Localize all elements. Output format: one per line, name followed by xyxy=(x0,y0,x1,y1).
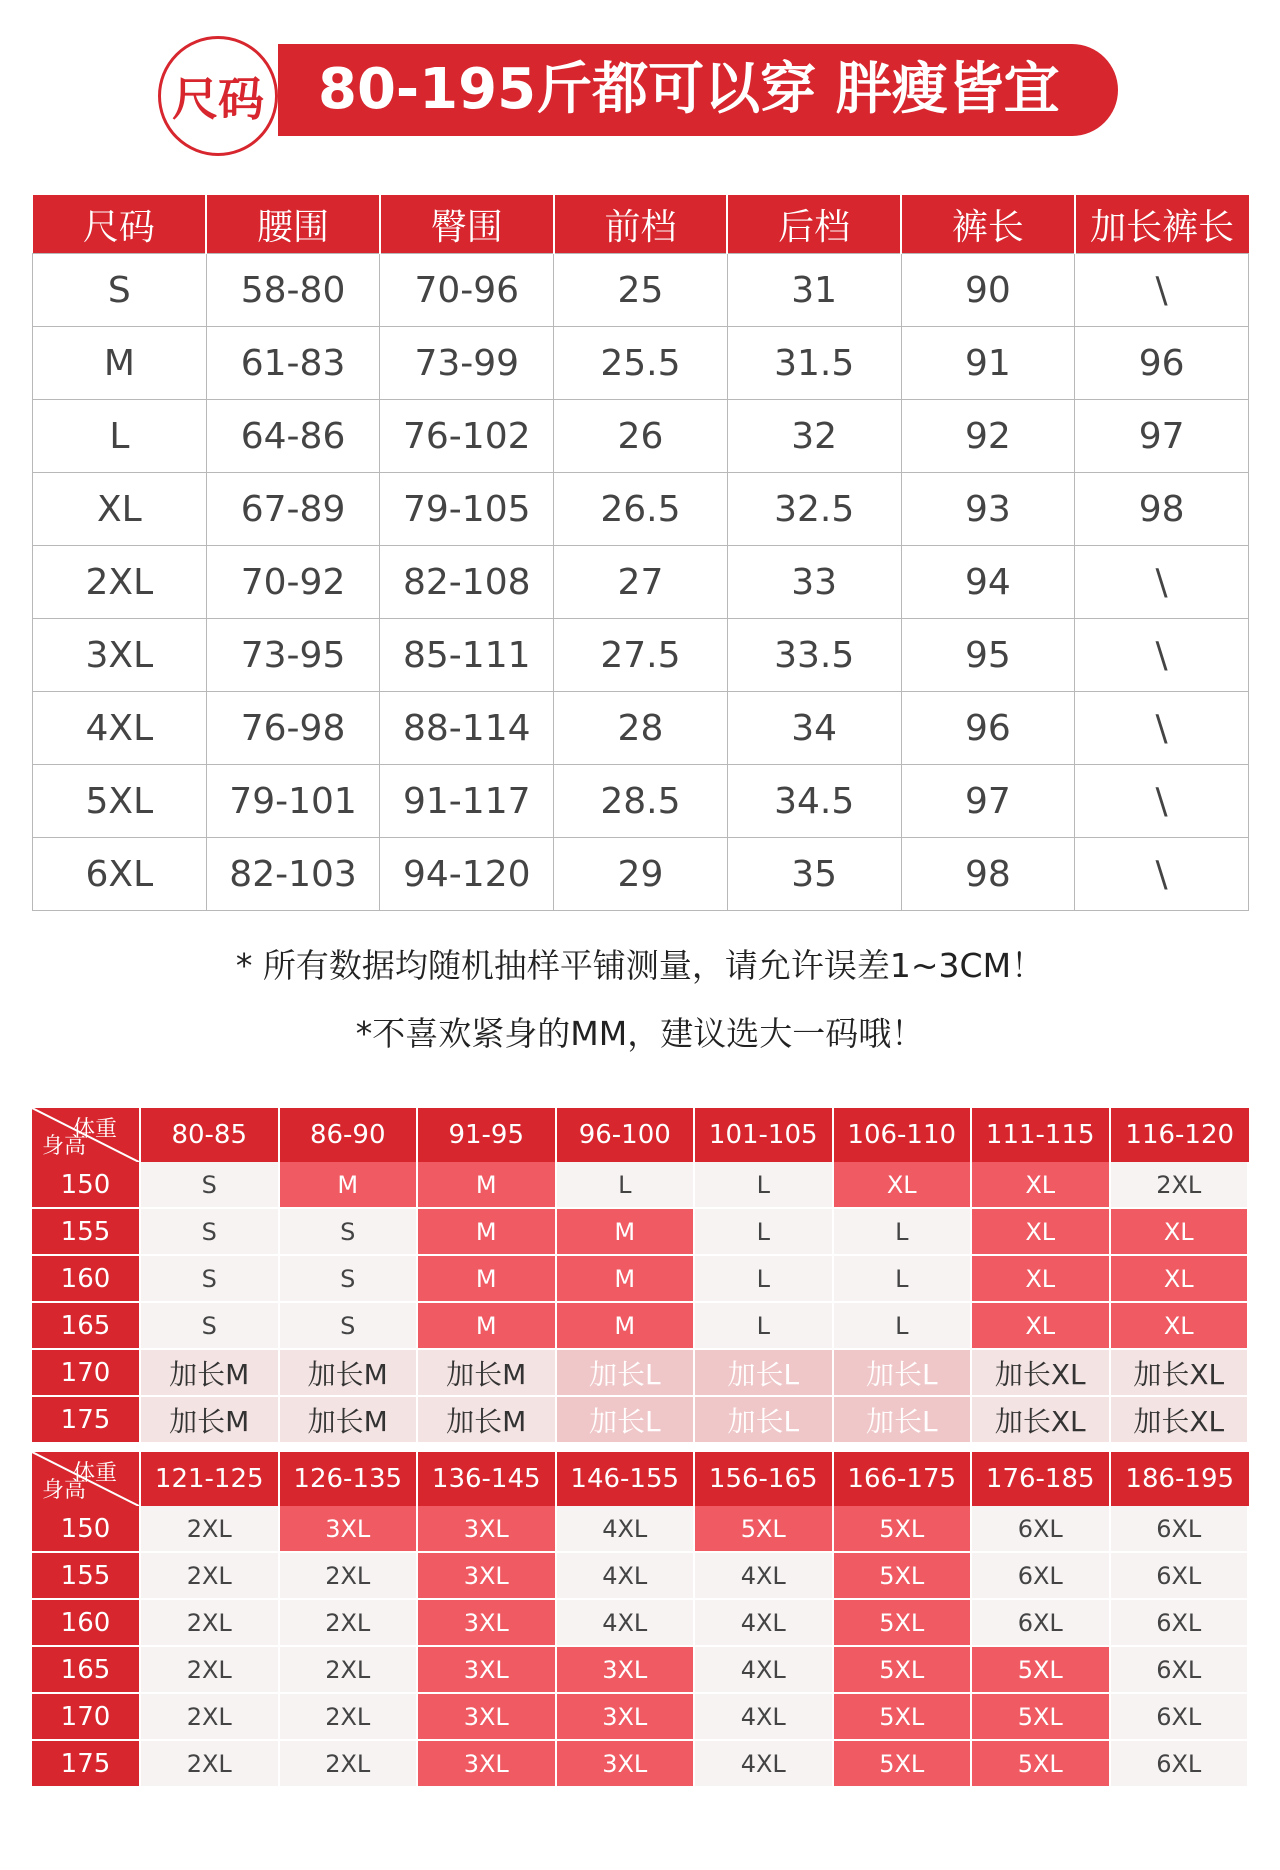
recommended-size-cell: 4XL xyxy=(557,1506,696,1553)
size-table-header-row xyxy=(33,195,1249,254)
size-table-cell: 6XL xyxy=(33,838,207,911)
size-table-cell: 82-108 xyxy=(380,546,554,619)
recommended-size-cell: 2XL xyxy=(280,1600,419,1647)
weight-range-header: 91-95 xyxy=(418,1108,557,1162)
weight-label: 体重 xyxy=(72,1117,117,1142)
recommended-size-cell: 4XL xyxy=(557,1553,696,1600)
size-table-cell: 73-99 xyxy=(380,327,554,400)
size-table-header-cell: 腰围 xyxy=(206,195,380,254)
headline-text: 80-195斤都可以穿 胖瘦皆宜 xyxy=(318,57,1060,122)
size-table-row xyxy=(33,254,1249,327)
size-table-cell: 61-83 xyxy=(206,327,380,400)
recommended-size-cell: S xyxy=(141,1162,280,1209)
size-table-cell: 96 xyxy=(901,692,1075,765)
weight-range-header: 176-185 xyxy=(972,1452,1111,1506)
weight-range-header: 101-105 xyxy=(695,1108,834,1162)
size-table-header-cell: 前档 xyxy=(554,195,728,254)
recommendation-row xyxy=(32,1209,1249,1256)
size-table-cell: 95 xyxy=(901,619,1075,692)
size-table-cell: 85-111 xyxy=(380,619,554,692)
weight-range-header: 126-135 xyxy=(280,1452,419,1506)
recommended-size-cell: 3XL xyxy=(418,1553,557,1600)
recommended-size-cell: M xyxy=(418,1209,557,1256)
size-table-cell: \ xyxy=(1075,692,1249,765)
size-table-cell: 3XL xyxy=(33,619,207,692)
size-table-row xyxy=(33,692,1249,765)
recommended-size-cell: S xyxy=(141,1209,280,1256)
recommended-size-cell: XL xyxy=(972,1162,1111,1209)
recommended-size-cell: 2XL xyxy=(141,1553,280,1600)
size-table-header-cell: 裤长 xyxy=(901,195,1075,254)
height-weight-corner xyxy=(32,1108,141,1162)
size-table-cell: 31 xyxy=(727,254,901,327)
size-table-cell: \ xyxy=(1075,838,1249,911)
recommended-size-cell: 6XL xyxy=(1111,1694,1250,1741)
size-table-cell: 33 xyxy=(727,546,901,619)
recommended-size-cell: M xyxy=(557,1256,696,1303)
recommended-size-cell: L xyxy=(834,1303,973,1350)
size-table-cell: 64-86 xyxy=(206,400,380,473)
recommended-size-cell: 2XL xyxy=(141,1694,280,1741)
recommended-size-cell: L xyxy=(834,1209,973,1256)
recommendation-row xyxy=(32,1647,1249,1694)
recommendation-row xyxy=(32,1350,1249,1397)
recommended-size-cell: 2XL xyxy=(280,1553,419,1600)
size-table-row xyxy=(33,765,1249,838)
recommended-size-cell: 5XL xyxy=(834,1553,973,1600)
recommended-size-cell: 4XL xyxy=(695,1647,834,1694)
weight-range-header: 186-195 xyxy=(1111,1452,1250,1506)
size-table-cell: 76-102 xyxy=(380,400,554,473)
recommended-size-cell: XL xyxy=(972,1303,1111,1350)
size-table-cell: \ xyxy=(1075,254,1249,327)
weight-label: 体重 xyxy=(72,1461,117,1486)
height-value: 150 xyxy=(32,1162,141,1209)
size-table-cell: 76-98 xyxy=(206,692,380,765)
size-table-cell: 92 xyxy=(901,400,1075,473)
size-table-cell: 29 xyxy=(554,838,728,911)
weight-range-header: 86-90 xyxy=(280,1108,419,1162)
recommended-size-cell: 5XL xyxy=(972,1694,1111,1741)
recommended-size-cell: 2XL xyxy=(280,1694,419,1741)
recommended-size-cell: S xyxy=(141,1256,280,1303)
size-table-cell: \ xyxy=(1075,619,1249,692)
size-table-cell: 67-89 xyxy=(206,473,380,546)
recommended-size-cell: 加长M xyxy=(141,1397,280,1444)
weight-range-header: 106-110 xyxy=(834,1108,973,1162)
recommended-size-cell: 4XL xyxy=(695,1553,834,1600)
recommendation-row xyxy=(32,1303,1249,1350)
size-table-row xyxy=(33,619,1249,692)
height-label: 身高 xyxy=(42,1134,87,1159)
recommended-size-cell: M xyxy=(418,1162,557,1209)
height-value: 155 xyxy=(32,1209,141,1256)
size-table-cell: 94 xyxy=(901,546,1075,619)
recommended-size-cell: 加长XL xyxy=(1111,1350,1250,1397)
recommendation-header-row xyxy=(32,1452,1249,1506)
height-label: 身高 xyxy=(42,1478,87,1503)
recommended-size-cell: 5XL xyxy=(972,1741,1111,1788)
recommended-size-cell: S xyxy=(280,1209,419,1256)
recommended-size-cell: 加长M xyxy=(418,1397,557,1444)
size-table-cell: 35 xyxy=(727,838,901,911)
recommended-size-cell: XL xyxy=(1111,1209,1250,1256)
size-table-header-cell: 后档 xyxy=(727,195,901,254)
headline-bar xyxy=(278,44,1118,136)
size-table-header-cell: 臀围 xyxy=(380,195,554,254)
recommended-size-cell: 3XL xyxy=(418,1647,557,1694)
size-table-cell: L xyxy=(33,400,207,473)
recommended-size-cell: 2XL xyxy=(141,1506,280,1553)
height-value: 175 xyxy=(32,1741,141,1788)
weight-range-header: 116-120 xyxy=(1111,1108,1250,1162)
size-table-cell: 28.5 xyxy=(554,765,728,838)
recommended-size-cell: 6XL xyxy=(1111,1600,1250,1647)
recommended-size-cell: 2XL xyxy=(1111,1162,1250,1209)
recommended-size-cell: 6XL xyxy=(972,1600,1111,1647)
size-table-cell: 70-96 xyxy=(380,254,554,327)
size-table-row xyxy=(33,473,1249,546)
recommendation-row xyxy=(32,1506,1249,1553)
recommended-size-cell: 加长M xyxy=(141,1350,280,1397)
recommended-size-cell: 4XL xyxy=(695,1694,834,1741)
recommended-size-cell: L xyxy=(695,1209,834,1256)
recommended-size-cell: M xyxy=(418,1303,557,1350)
recommended-size-cell: 6XL xyxy=(1111,1553,1250,1600)
height-value: 155 xyxy=(32,1553,141,1600)
weight-range-header: 80-85 xyxy=(141,1108,280,1162)
recommended-size-cell: XL xyxy=(972,1209,1111,1256)
weight-range-header: 166-175 xyxy=(834,1452,973,1506)
recommended-size-cell: XL xyxy=(834,1162,973,1209)
size-table-cell: 93 xyxy=(901,473,1075,546)
size-table-cell: 34.5 xyxy=(727,765,901,838)
recommendation-row xyxy=(32,1694,1249,1741)
size-badge xyxy=(158,36,278,156)
size-table-cell: 96 xyxy=(1075,327,1249,400)
recommended-size-cell: 6XL xyxy=(1111,1647,1250,1694)
height-value: 170 xyxy=(32,1350,141,1397)
header-banner xyxy=(158,36,1118,166)
recommended-size-cell: 5XL xyxy=(834,1694,973,1741)
recommended-size-cell: 2XL xyxy=(141,1647,280,1694)
recommended-size-cell: XL xyxy=(1111,1256,1250,1303)
size-table-cell: 97 xyxy=(1075,400,1249,473)
size-table-cell: 94-120 xyxy=(380,838,554,911)
recommended-size-cell: 3XL xyxy=(418,1506,557,1553)
size-table-cell: M xyxy=(33,327,207,400)
recommended-size-cell: 2XL xyxy=(141,1741,280,1788)
size-table-cell: 26.5 xyxy=(554,473,728,546)
weight-range-header: 111-115 xyxy=(972,1108,1111,1162)
recommended-size-cell: S xyxy=(280,1303,419,1350)
size-table-cell: XL xyxy=(33,473,207,546)
recommended-size-cell: 5XL xyxy=(834,1647,973,1694)
size-table-cell: 32 xyxy=(727,400,901,473)
recommended-size-cell: 5XL xyxy=(834,1741,973,1788)
size-table-row xyxy=(33,327,1249,400)
recommended-size-cell: L xyxy=(695,1162,834,1209)
recommendation-row xyxy=(32,1600,1249,1647)
size-table-cell: 28 xyxy=(554,692,728,765)
recommendation-header-row xyxy=(32,1108,1249,1162)
recommended-size-cell: S xyxy=(141,1303,280,1350)
recommendation-table-1 xyxy=(32,1108,1249,1444)
recommended-size-cell: M xyxy=(557,1303,696,1350)
size-table-cell: 97 xyxy=(901,765,1075,838)
recommended-size-cell: 加长L xyxy=(695,1397,834,1444)
height-value: 165 xyxy=(32,1303,141,1350)
recommended-size-cell: 加长XL xyxy=(972,1350,1111,1397)
size-table-cell: 79-101 xyxy=(206,765,380,838)
recommendation-row xyxy=(32,1256,1249,1303)
recommended-size-cell: 5XL xyxy=(834,1506,973,1553)
height-weight-corner xyxy=(32,1452,141,1506)
height-value: 175 xyxy=(32,1397,141,1444)
size-table-cell: 33.5 xyxy=(727,619,901,692)
size-table-cell: 90 xyxy=(901,254,1075,327)
recommendation-table-2 xyxy=(32,1452,1249,1788)
size-table-cell: 4XL xyxy=(33,692,207,765)
size-table-cell: 73-95 xyxy=(206,619,380,692)
recommended-size-cell: 加长M xyxy=(280,1397,419,1444)
size-table-row xyxy=(33,400,1249,473)
recommended-size-cell: 加长L xyxy=(695,1350,834,1397)
size-badge-text: 尺码 xyxy=(172,72,264,126)
weight-range-header: 146-155 xyxy=(557,1452,696,1506)
size-table-cell: 32.5 xyxy=(727,473,901,546)
height-value: 160 xyxy=(32,1600,141,1647)
size-table-row xyxy=(33,546,1249,619)
recommended-size-cell: 2XL xyxy=(280,1741,419,1788)
recommended-size-cell: M xyxy=(418,1256,557,1303)
recommended-size-cell: 6XL xyxy=(972,1506,1111,1553)
recommended-size-cell: XL xyxy=(972,1256,1111,1303)
height-value: 160 xyxy=(32,1256,141,1303)
size-table-cell: 82-103 xyxy=(206,838,380,911)
recommended-size-cell: M xyxy=(280,1162,419,1209)
recommended-size-cell: 4XL xyxy=(695,1741,834,1788)
recommended-size-cell: 3XL xyxy=(557,1647,696,1694)
recommended-size-cell: 5XL xyxy=(972,1647,1111,1694)
size-table-cell: 27.5 xyxy=(554,619,728,692)
recommended-size-cell: 6XL xyxy=(972,1553,1111,1600)
recommended-size-cell: XL xyxy=(1111,1303,1250,1350)
recommended-size-cell: 2XL xyxy=(141,1600,280,1647)
recommended-size-cell: L xyxy=(557,1162,696,1209)
size-table-header-cell: 尺码 xyxy=(33,195,207,254)
recommendation-row xyxy=(32,1553,1249,1600)
recommended-size-cell: 加长XL xyxy=(1111,1397,1250,1444)
recommended-size-cell: 6XL xyxy=(1111,1741,1250,1788)
recommended-size-cell: 4XL xyxy=(695,1600,834,1647)
size-table-cell: 70-92 xyxy=(206,546,380,619)
height-value: 170 xyxy=(32,1694,141,1741)
size-table-cell: 2XL xyxy=(33,546,207,619)
recommended-size-cell: 3XL xyxy=(557,1694,696,1741)
size-table xyxy=(32,195,1249,911)
recommended-size-cell: L xyxy=(695,1256,834,1303)
size-table-cell: 98 xyxy=(901,838,1075,911)
recommended-size-cell: 6XL xyxy=(1111,1506,1250,1553)
weight-range-header: 96-100 xyxy=(557,1108,696,1162)
recommended-size-cell: 3XL xyxy=(280,1506,419,1553)
recommended-size-cell: 3XL xyxy=(418,1600,557,1647)
size-table-cell: \ xyxy=(1075,546,1249,619)
size-table-cell: S xyxy=(33,254,207,327)
height-value: 165 xyxy=(32,1647,141,1694)
size-table-cell: 5XL xyxy=(33,765,207,838)
recommended-size-cell: 3XL xyxy=(557,1741,696,1788)
size-table-cell: 91 xyxy=(901,327,1075,400)
recommendation-row xyxy=(32,1741,1249,1788)
size-table-cell: 91-117 xyxy=(380,765,554,838)
recommended-size-cell: L xyxy=(695,1303,834,1350)
size-table-cell: 27 xyxy=(554,546,728,619)
recommended-size-cell: 5XL xyxy=(695,1506,834,1553)
recommended-size-cell: 3XL xyxy=(418,1741,557,1788)
size-table-row xyxy=(33,838,1249,911)
size-table-cell: 98 xyxy=(1075,473,1249,546)
size-table-cell: 31.5 xyxy=(727,327,901,400)
recommended-size-cell: M xyxy=(557,1209,696,1256)
size-table-header-cell: 加长裤长 xyxy=(1075,195,1249,254)
weight-range-header: 121-125 xyxy=(141,1452,280,1506)
size-table-cell: 34 xyxy=(727,692,901,765)
recommended-size-cell: 加长L xyxy=(834,1350,973,1397)
note-size-up: *不喜欢紧身的MM，建议选大一码哦！ xyxy=(355,1014,925,1053)
recommended-size-cell: 2XL xyxy=(280,1647,419,1694)
recommended-size-cell: 5XL xyxy=(834,1600,973,1647)
recommended-size-cell: 4XL xyxy=(557,1600,696,1647)
size-table-cell: 26 xyxy=(554,400,728,473)
weight-range-header: 136-145 xyxy=(418,1452,557,1506)
recommended-size-cell: 加长L xyxy=(557,1397,696,1444)
recommended-size-cell: 加长L xyxy=(557,1350,696,1397)
recommended-size-cell: S xyxy=(280,1256,419,1303)
recommended-size-cell: 加长XL xyxy=(972,1397,1111,1444)
recommended-size-cell: 加长L xyxy=(834,1397,973,1444)
recommendation-row xyxy=(32,1397,1249,1444)
recommended-size-cell: 加长M xyxy=(418,1350,557,1397)
note-measurement: * 所有数据均随机抽样平铺测量，请允许误差1~3CM！ xyxy=(235,946,1045,985)
size-table-cell: 79-105 xyxy=(380,473,554,546)
recommended-size-cell: 加长M xyxy=(280,1350,419,1397)
weight-range-header: 156-165 xyxy=(695,1452,834,1506)
size-table-cell: 25 xyxy=(554,254,728,327)
size-table-cell: \ xyxy=(1075,765,1249,838)
size-table-cell: 25.5 xyxy=(554,327,728,400)
recommended-size-cell: 3XL xyxy=(418,1694,557,1741)
size-table-cell: 58-80 xyxy=(206,254,380,327)
recommended-size-cell: L xyxy=(834,1256,973,1303)
size-table-cell: 88-114 xyxy=(380,692,554,765)
recommendation-row xyxy=(32,1162,1249,1209)
height-value: 150 xyxy=(32,1506,141,1553)
